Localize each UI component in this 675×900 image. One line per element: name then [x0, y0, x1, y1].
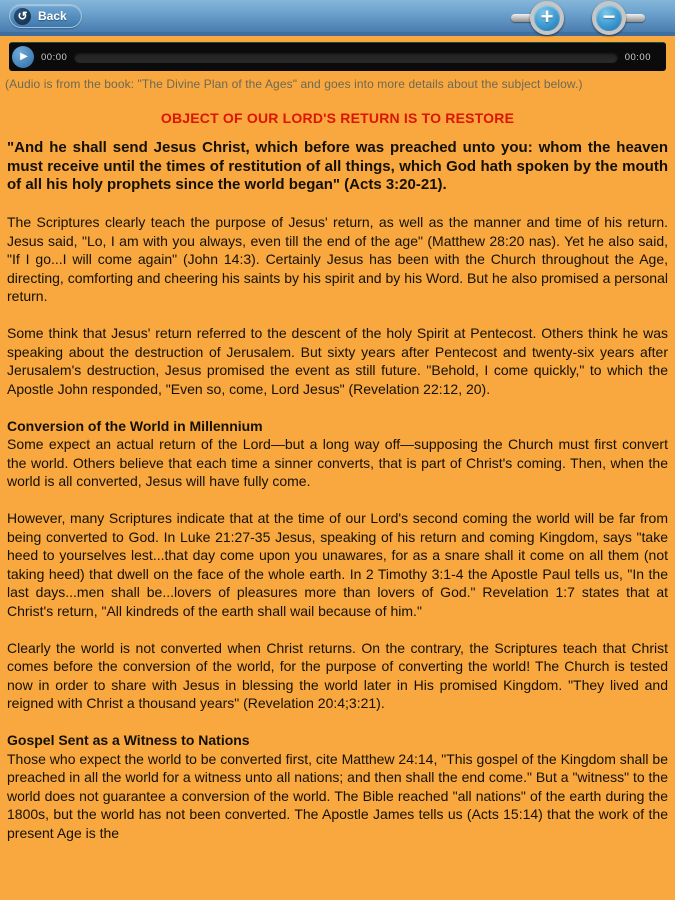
top-toolbar [0, 0, 675, 36]
zoom-in-button[interactable] [530, 1, 564, 35]
paragraph: Those who expect the world to be converted first, cite Matthew 24:14, "This gospel of the Kingdom shall be preached in all the world for a witness unto all nations; and then shall the end come." But a "witness" to the world does not guarantee a conversion of the world. The Bible reached "all nations" of the earth during the 1800s, but the world has not been converted. The Apostle James tells us (Acts 15:14) that the work of the present Age is the [7, 750, 668, 841]
paragraph: Some expect an actual return of the Lord—but a long way off—supposing the Church must first convert the world. Others believe that each time a sinner converts, that is part of Christ's coming. Then, when the world is all converted, Jesus will have fully come. [7, 436, 668, 489]
paragraph: However, many Scriptures indicate that at the time of our Lord's second coming the world will be far from being converted to God. In Luke 21:27-35 Jesus, speaking of his return and coming Kingdom, says "take heed to yourselves lest...that day come upon you unawares, for as a snare shall it come on all them (not taking heed) that dwell on the face of the whole earth. In 2 Timothy 3:1-4 the Apostle Paul tells us, "In the last days...men shall be...lovers of pleasures more than lovers of God." Revelation 1:7 states that at Christ's return, "All kindreds of the earth shall wail because of him." [7, 510, 668, 619]
scripture-quote-paragraph: "And he shall send Jesus Christ, which before was preached unto you: whom the heaven must receive until the times of restitution of all things, which God hath spoken by the mouth of all his holy prophets since the world began" (Acts 3:20-21). [7, 139, 668, 193]
seek-bar[interactable] [74, 52, 617, 63]
paragraph: Some think that Jesus' return referred to the descent of the holy Spirit at Pentecost. Others think he was speaking about the destruction of Jerusalem. But sixty years after Pentecost and twenty-six years after Jerusalem's destruction, Jesus promised the event as still future. "Behold, I come quickly," to which the Apostle John responded, "Even so, come, Lord Jesus" (Revelation 22:12, 20). [7, 325, 668, 397]
paragraph: The Scriptures clearly teach the purpose of Jesus' return, as well as the manner and time of his return. Jesus said, "Lo, I am with you always, even till the end of the age" (Matthew 28:20 nas). Yet he also said, "If I go...I will come again" (John 14:3). Certainly Jesus has been with the Church throughout the Age, directing, comforting and cheering his saints by his spirit and by his Word. But he also promised a personal return. [7, 214, 668, 304]
section-heading-conversion: Conversion of the World in Millennium [7, 417, 263, 434]
elapsed-time: 00:00 [41, 51, 68, 63]
audio-source-caption: (Audio is from the book: "The Divine Plan of the Ages" and goes into more details about the subject below.) [5, 77, 583, 91]
audio-player [9, 42, 666, 71]
zoom-out-minus-icon: − [592, 1, 626, 35]
page-title: OBJECT OF OUR LORD'S RETURN IS TO RESTORE [160, 110, 515, 126]
back-button[interactable] [9, 4, 82, 28]
back-button-label: Back [38, 9, 67, 23]
zoom-in-plus-icon: + [530, 1, 564, 35]
back-arrow-icon: ↺ [14, 8, 31, 25]
play-icon: ▶ [20, 51, 28, 62]
article-content[interactable] [0, 110, 675, 842]
paragraph: Clearly the world is not converted when Christ returns. On the contrary, the Scriptures teach that Christ comes before the conversion of the world, for the purpose of converting the world! The Church is tested now in order to share with Jesus in blessing the world later in His promised Kingdom. "They lived and reigned with Christ a thousand years" (Revelation 20:4;3:21). [7, 639, 668, 711]
total-time: 00:00 [624, 51, 651, 63]
section-heading-gospel: Gospel Sent as a Witness to Nations [7, 732, 250, 748]
play-button[interactable] [12, 46, 34, 68]
zoom-out-button[interactable] [592, 1, 626, 35]
